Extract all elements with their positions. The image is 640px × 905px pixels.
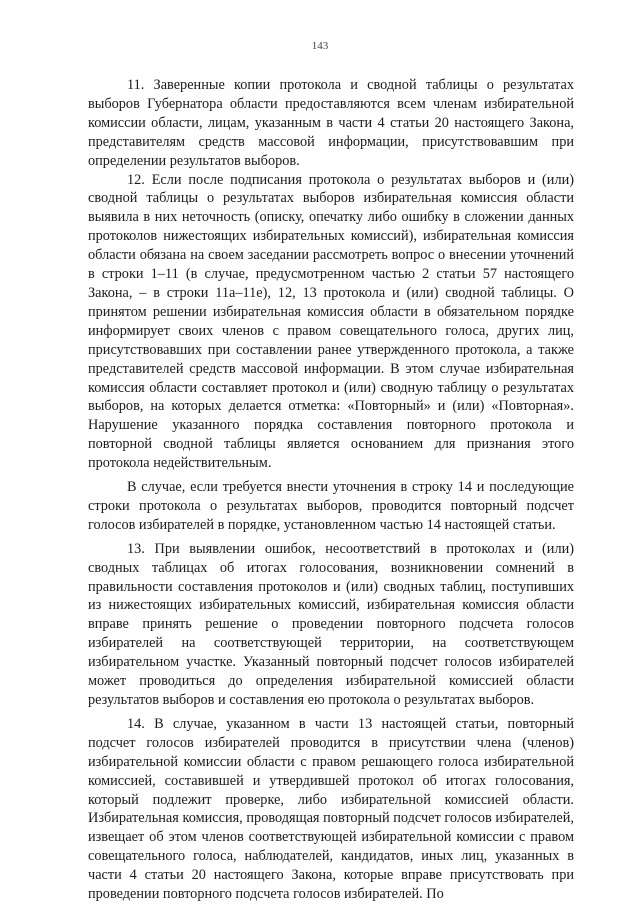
document-body [88, 76, 574, 904]
paragraph-11: 11. Заверенные копии протокола и сводной таблицы о результатах выборов Губернатора области предоставляются всем членам избирательной комиссии области, лицам, указанным в части 4 статьи 20 настоящего Закона, представителям средств массовой информации, присутствовавшим при определении результатов выборов. [88, 77, 574, 169]
paragraph-14: 14. В случае, указанном в части 13 настоящей статьи, повторный подсчет голосов избирателей проводится в присутствии члена (членов) избирательной комиссии области с правом решающего голоса избирательной комиссией, составившей и утвердившей протокол об итогах голосования, который подлежит проверке, либо избирательной комиссией области. Избирательная комиссия, проводящая повторный подсчет голосов избирателей, извещает об этом членов соответствующей избирательной комиссии с правом совещательного голоса, наблюдателей, кандидатов, иных лиц, указанных в части 4 статьи 20 настоящего Закона, которые вправе присутствовать при проведении повторного подсчета голосов избирателей. По [88, 715, 574, 903]
page-number: 143 [311, 40, 329, 52]
paragraph-13: 13. При выявлении ошибок, несоответствий в протоколах и (или) сводных таблицах об итогах голосования, возникновении сомнений в правильности составления протоколов и (или) сводных таблиц, поступивших из нижестоящих избирательных комиссий, избирательная комиссия области вправе принять решение о проведении повторного подсчета голосов избирателей на соответствующей территории, на соответствующем избирательном участке. Указанный повторный подсчет голосов избирателей может проводиться до определения избирательной комиссией области результатов выборов и составления ею протокола о результатах выборов. [88, 540, 574, 708]
paragraph-12: 12. Если после подписания протокола о результатах выборов и (или) сводной таблицы о результатах выборов избирательная комиссия области выявила в них неточность (описку, опечатку либо ошибку в сложении данных протоколов нижестоящих избирательных комиссий), избирательная комиссия области обязана на своем заседании рассмотреть вопрос о внесении уточнений в строки 1–11 (в случае, предусмотренном частью 2 статьи 57 настоящего Закона, – в строки 11а–11е), 12, 13 протокола и (или) сводной таблицы. О принятом решении избирательная комиссия области в обязательном порядке информирует своих членов с правом совещательного голоса, других лиц, присутствовавших при составлении ранее утвержденного протокола, а также представителей средств массовой информации. В этом случае избирательная комиссия области составляет протокол и (или) сводную таблицу о результатах выборов, на которых делается отметка: «Повторный» и (или) «Повторная». Нарушение указанного порядка составления повторного протокола и повторной сводной таблицы является основанием для признания этого протокола недействительным. [88, 171, 574, 472]
paragraph-12-continuation: В случае, если требуется внести уточнения в строку 14 и последующие строки протокола о результатах выборов, проводится повторный подсчет голосов избирателей в порядке, установленном частью 14 настоящей статьи. [88, 479, 574, 533]
